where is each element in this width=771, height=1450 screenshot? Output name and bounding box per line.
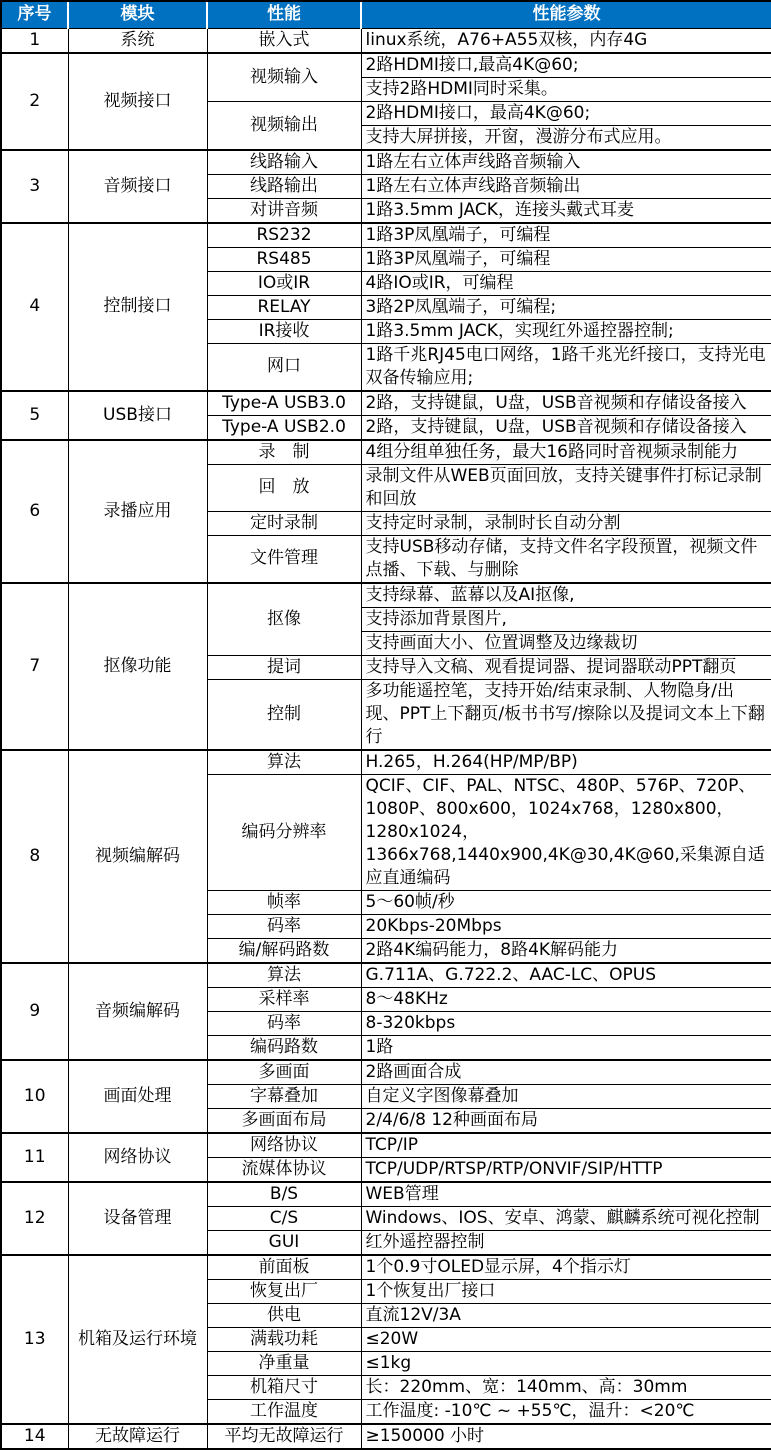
module-cell: 网络协议 — [68, 1133, 207, 1182]
perf-cell: 线路输出 — [207, 174, 361, 198]
module-cell: 画面处理 — [68, 1060, 207, 1133]
param-cell: 2路，支持键鼠，U盘，USB音视频和存储设备接入 — [361, 415, 771, 440]
perf-cell: 视频输入 — [207, 53, 361, 102]
perf-cell: 录 制 — [207, 440, 361, 465]
header-col-no: 序号 — [1, 1, 68, 28]
perf-cell: 对讲音频 — [207, 198, 361, 223]
table-row — [1, 1060, 771, 1085]
perf-cell: 帧率 — [207, 890, 361, 914]
param-cell: TCP/UDP/RTSP/RTP/ONVIF/SIP/HTTP — [361, 1157, 771, 1182]
param-cell: H.265，H.264(HP/MP/BP) — [361, 750, 771, 775]
perf-cell: 定时录制 — [207, 511, 361, 535]
perf-cell: RS485 — [207, 247, 361, 271]
perf-cell: 码率 — [207, 1011, 361, 1035]
no-cell: 13 — [1, 1255, 68, 1424]
header-col-perf: 性能 — [207, 1, 361, 28]
param-cell: ≥150000 小时 — [361, 1424, 771, 1449]
param-cell: 8-320kbps — [361, 1011, 771, 1035]
perf-cell: 编/解码路数 — [207, 938, 361, 963]
param-cell: 5～60帧/秒 — [361, 890, 771, 914]
param-cell: QCIF、CIF、PAL、NTSC、480P、576P、720P、1080P、800x600，1024x768，1280x800，1280x1024，1366x768,1440x900,4K@30,4K@60,采集源自适应直通编码 — [361, 774, 771, 890]
param-cell: 多功能遥控笔，支持开始/结束录制、人物隐身/出现、PPT上下翻页/板书书写/擦除以及提词文本上下翻行 — [361, 679, 771, 750]
param-cell: 直流12V/3A — [361, 1303, 771, 1327]
param-cell: 支持导入文稿、观看提词器、提词器联动PPT翻页 — [361, 655, 771, 679]
module-cell: 视频接口 — [68, 53, 207, 150]
header-col-module: 模块 — [68, 1, 207, 28]
param-cell: 8～48KHz — [361, 987, 771, 1011]
perf-cell: 多画面布局 — [207, 1108, 361, 1133]
perf-cell: 流媒体协议 — [207, 1157, 361, 1182]
param-cell: 支持大屏拼接，开窗，漫游分布式应用。 — [361, 125, 771, 150]
no-cell: 3 — [1, 150, 68, 223]
table-row — [1, 391, 771, 416]
param-cell: 2路4K编码能力，8路4K解码能力 — [361, 938, 771, 963]
perf-cell: 网口 — [207, 343, 361, 391]
perf-cell: 编码分辨率 — [207, 774, 361, 890]
param-cell: 2路HDMI接口,最高4K@60; — [361, 53, 771, 78]
perf-cell: 平均无故障运行 — [207, 1424, 361, 1449]
param-cell: linux系统，A76+A55双核，内存4G — [361, 28, 771, 53]
header-row — [1, 1, 771, 28]
perf-cell: 算法 — [207, 750, 361, 775]
param-cell: 支持定时录制，录制时长自动分割 — [361, 511, 771, 535]
perf-cell: 线路输入 — [207, 150, 361, 175]
perf-cell: 字幕叠加 — [207, 1084, 361, 1108]
param-cell: 长：220mm、宽：140mm、高：30mm — [361, 1375, 771, 1399]
no-cell: 7 — [1, 583, 68, 750]
param-cell: 1个恢复出厂接口 — [361, 1279, 771, 1303]
param-cell: 红外遥控器控制 — [361, 1230, 771, 1255]
param-cell: 1路左右立体声线路音频输出 — [361, 174, 771, 198]
param-cell: 支持绿幕、蓝幕以及AI抠像, — [361, 583, 771, 608]
table-row — [1, 223, 771, 248]
module-cell: 机箱及运行环境 — [68, 1255, 207, 1424]
table-row — [1, 1424, 771, 1449]
perf-cell: 编码路数 — [207, 1035, 361, 1060]
table-row — [1, 53, 771, 78]
param-cell: WEB管理 — [361, 1182, 771, 1207]
module-cell: 抠像功能 — [68, 583, 207, 750]
table-row — [1, 1133, 771, 1158]
table-row — [1, 750, 771, 775]
no-cell: 5 — [1, 391, 68, 440]
param-cell: 1路3P凤凰端子，可编程 — [361, 223, 771, 248]
perf-cell: 抠像 — [207, 583, 361, 656]
param-cell: 支持添加背景图片, — [361, 607, 771, 631]
param-cell: G.711A、G.722.2、AAC-LC、OPUS — [361, 963, 771, 988]
perf-cell: GUI — [207, 1230, 361, 1255]
table-row — [1, 440, 771, 465]
table-row — [1, 963, 771, 988]
perf-cell: 工作温度 — [207, 1399, 361, 1424]
table-row — [1, 1182, 771, 1207]
param-cell: 1路左右立体声线路音频输入 — [361, 150, 771, 175]
param-cell: 2/4/6/8 12种画面布局 — [361, 1108, 771, 1133]
module-cell: 录播应用 — [68, 440, 207, 583]
perf-cell: 算法 — [207, 963, 361, 988]
perf-cell: 净重量 — [207, 1351, 361, 1375]
perf-cell: 回 放 — [207, 464, 361, 511]
no-cell: 1 — [1, 28, 68, 53]
module-cell: 系统 — [68, 28, 207, 53]
perf-cell: IO或IR — [207, 271, 361, 295]
param-cell: 20Kbps-20Mbps — [361, 914, 771, 938]
param-cell: TCP/IP — [361, 1133, 771, 1158]
param-cell: 3路2P凤凰端子，可编程; — [361, 295, 771, 319]
param-cell: 1路千兆RJ45电口网络，1路千兆光纤接口，支持光电双备传输应用; — [361, 343, 771, 391]
param-cell: 4组分组单独任务，最大16路同时音视频录制能力 — [361, 440, 771, 465]
param-cell: 工作温度: -10℃ ~ +55℃，温升：<20℃ — [361, 1399, 771, 1424]
perf-cell: 恢复出厂 — [207, 1279, 361, 1303]
no-cell: 4 — [1, 223, 68, 391]
param-cell: 支持USB移动存储，支持文件名字段预置，视频文件点播、下载、与删除 — [361, 535, 771, 583]
param-cell: 1路3.5mm JACK，实现红外遥控器控制; — [361, 319, 771, 343]
param-cell: 2路，支持键鼠，U盘，USB音视频和存储设备接入 — [361, 391, 771, 416]
param-cell: 1路3P凤凰端子，可编程 — [361, 247, 771, 271]
param-cell: 2路画面合成 — [361, 1060, 771, 1085]
perf-cell: IR接收 — [207, 319, 361, 343]
table-row — [1, 28, 771, 53]
no-cell: 2 — [1, 53, 68, 150]
module-cell: USB接口 — [68, 391, 207, 440]
no-cell: 14 — [1, 1424, 68, 1449]
module-cell: 视频编解码 — [68, 750, 207, 963]
perf-cell: B/S — [207, 1182, 361, 1207]
perf-cell: Type-A USB2.0 — [207, 415, 361, 440]
perf-cell: 采样率 — [207, 987, 361, 1011]
param-cell: 录制文件从WEB页面回放，支持关键事件打标记录制和回放 — [361, 464, 771, 511]
no-cell: 9 — [1, 963, 68, 1060]
perf-cell: RELAY — [207, 295, 361, 319]
perf-cell: 前面板 — [207, 1255, 361, 1280]
module-cell: 音频编解码 — [68, 963, 207, 1060]
perf-cell: 文件管理 — [207, 535, 361, 583]
param-cell: 支持画面大小、位置调整及边缘裁切 — [361, 631, 771, 655]
perf-cell: 满载功耗 — [207, 1327, 361, 1351]
param-cell: 2路HDMI接口，最高4K@60; — [361, 101, 771, 125]
header-col-param: 性能参数 — [361, 1, 771, 28]
no-cell: 10 — [1, 1060, 68, 1133]
param-cell: ≤20W — [361, 1327, 771, 1351]
module-cell: 设备管理 — [68, 1182, 207, 1255]
table-row — [1, 1255, 771, 1280]
perf-cell: 视频输出 — [207, 101, 361, 150]
perf-cell: Type-A USB3.0 — [207, 391, 361, 416]
perf-cell: 供电 — [207, 1303, 361, 1327]
module-cell: 无故障运行 — [68, 1424, 207, 1449]
perf-cell: 控制 — [207, 679, 361, 750]
param-cell: ≤1kg — [361, 1351, 771, 1375]
no-cell: 11 — [1, 1133, 68, 1182]
param-cell: 自定义字图像幕叠加 — [361, 1084, 771, 1108]
perf-cell: 多画面 — [207, 1060, 361, 1085]
perf-cell: RS232 — [207, 223, 361, 248]
param-cell: 1路 — [361, 1035, 771, 1060]
param-cell: 1路3.5mm JACK，连接头戴式耳麦 — [361, 198, 771, 223]
perf-cell: 网络协议 — [207, 1133, 361, 1158]
perf-cell: 提词 — [207, 655, 361, 679]
param-cell: Windows、IOS、安卓、鸿蒙、麒麟系统可视化控制 — [361, 1206, 771, 1230]
module-cell: 音频接口 — [68, 150, 207, 223]
perf-cell: 机箱尺寸 — [207, 1375, 361, 1399]
perf-cell: 嵌入式 — [207, 28, 361, 53]
no-cell: 8 — [1, 750, 68, 963]
no-cell: 12 — [1, 1182, 68, 1255]
param-cell: 支持2路HDMI同时采集。 — [361, 77, 771, 101]
module-cell: 控制接口 — [68, 223, 207, 391]
table-row — [1, 583, 771, 608]
table-row — [1, 150, 771, 175]
param-cell: 1个0.9寸OLED显示屏，4个指示灯 — [361, 1255, 771, 1280]
no-cell: 6 — [1, 440, 68, 583]
param-cell: 4路IO或IR，可编程 — [361, 271, 771, 295]
perf-cell: C/S — [207, 1206, 361, 1230]
perf-cell: 码率 — [207, 914, 361, 938]
